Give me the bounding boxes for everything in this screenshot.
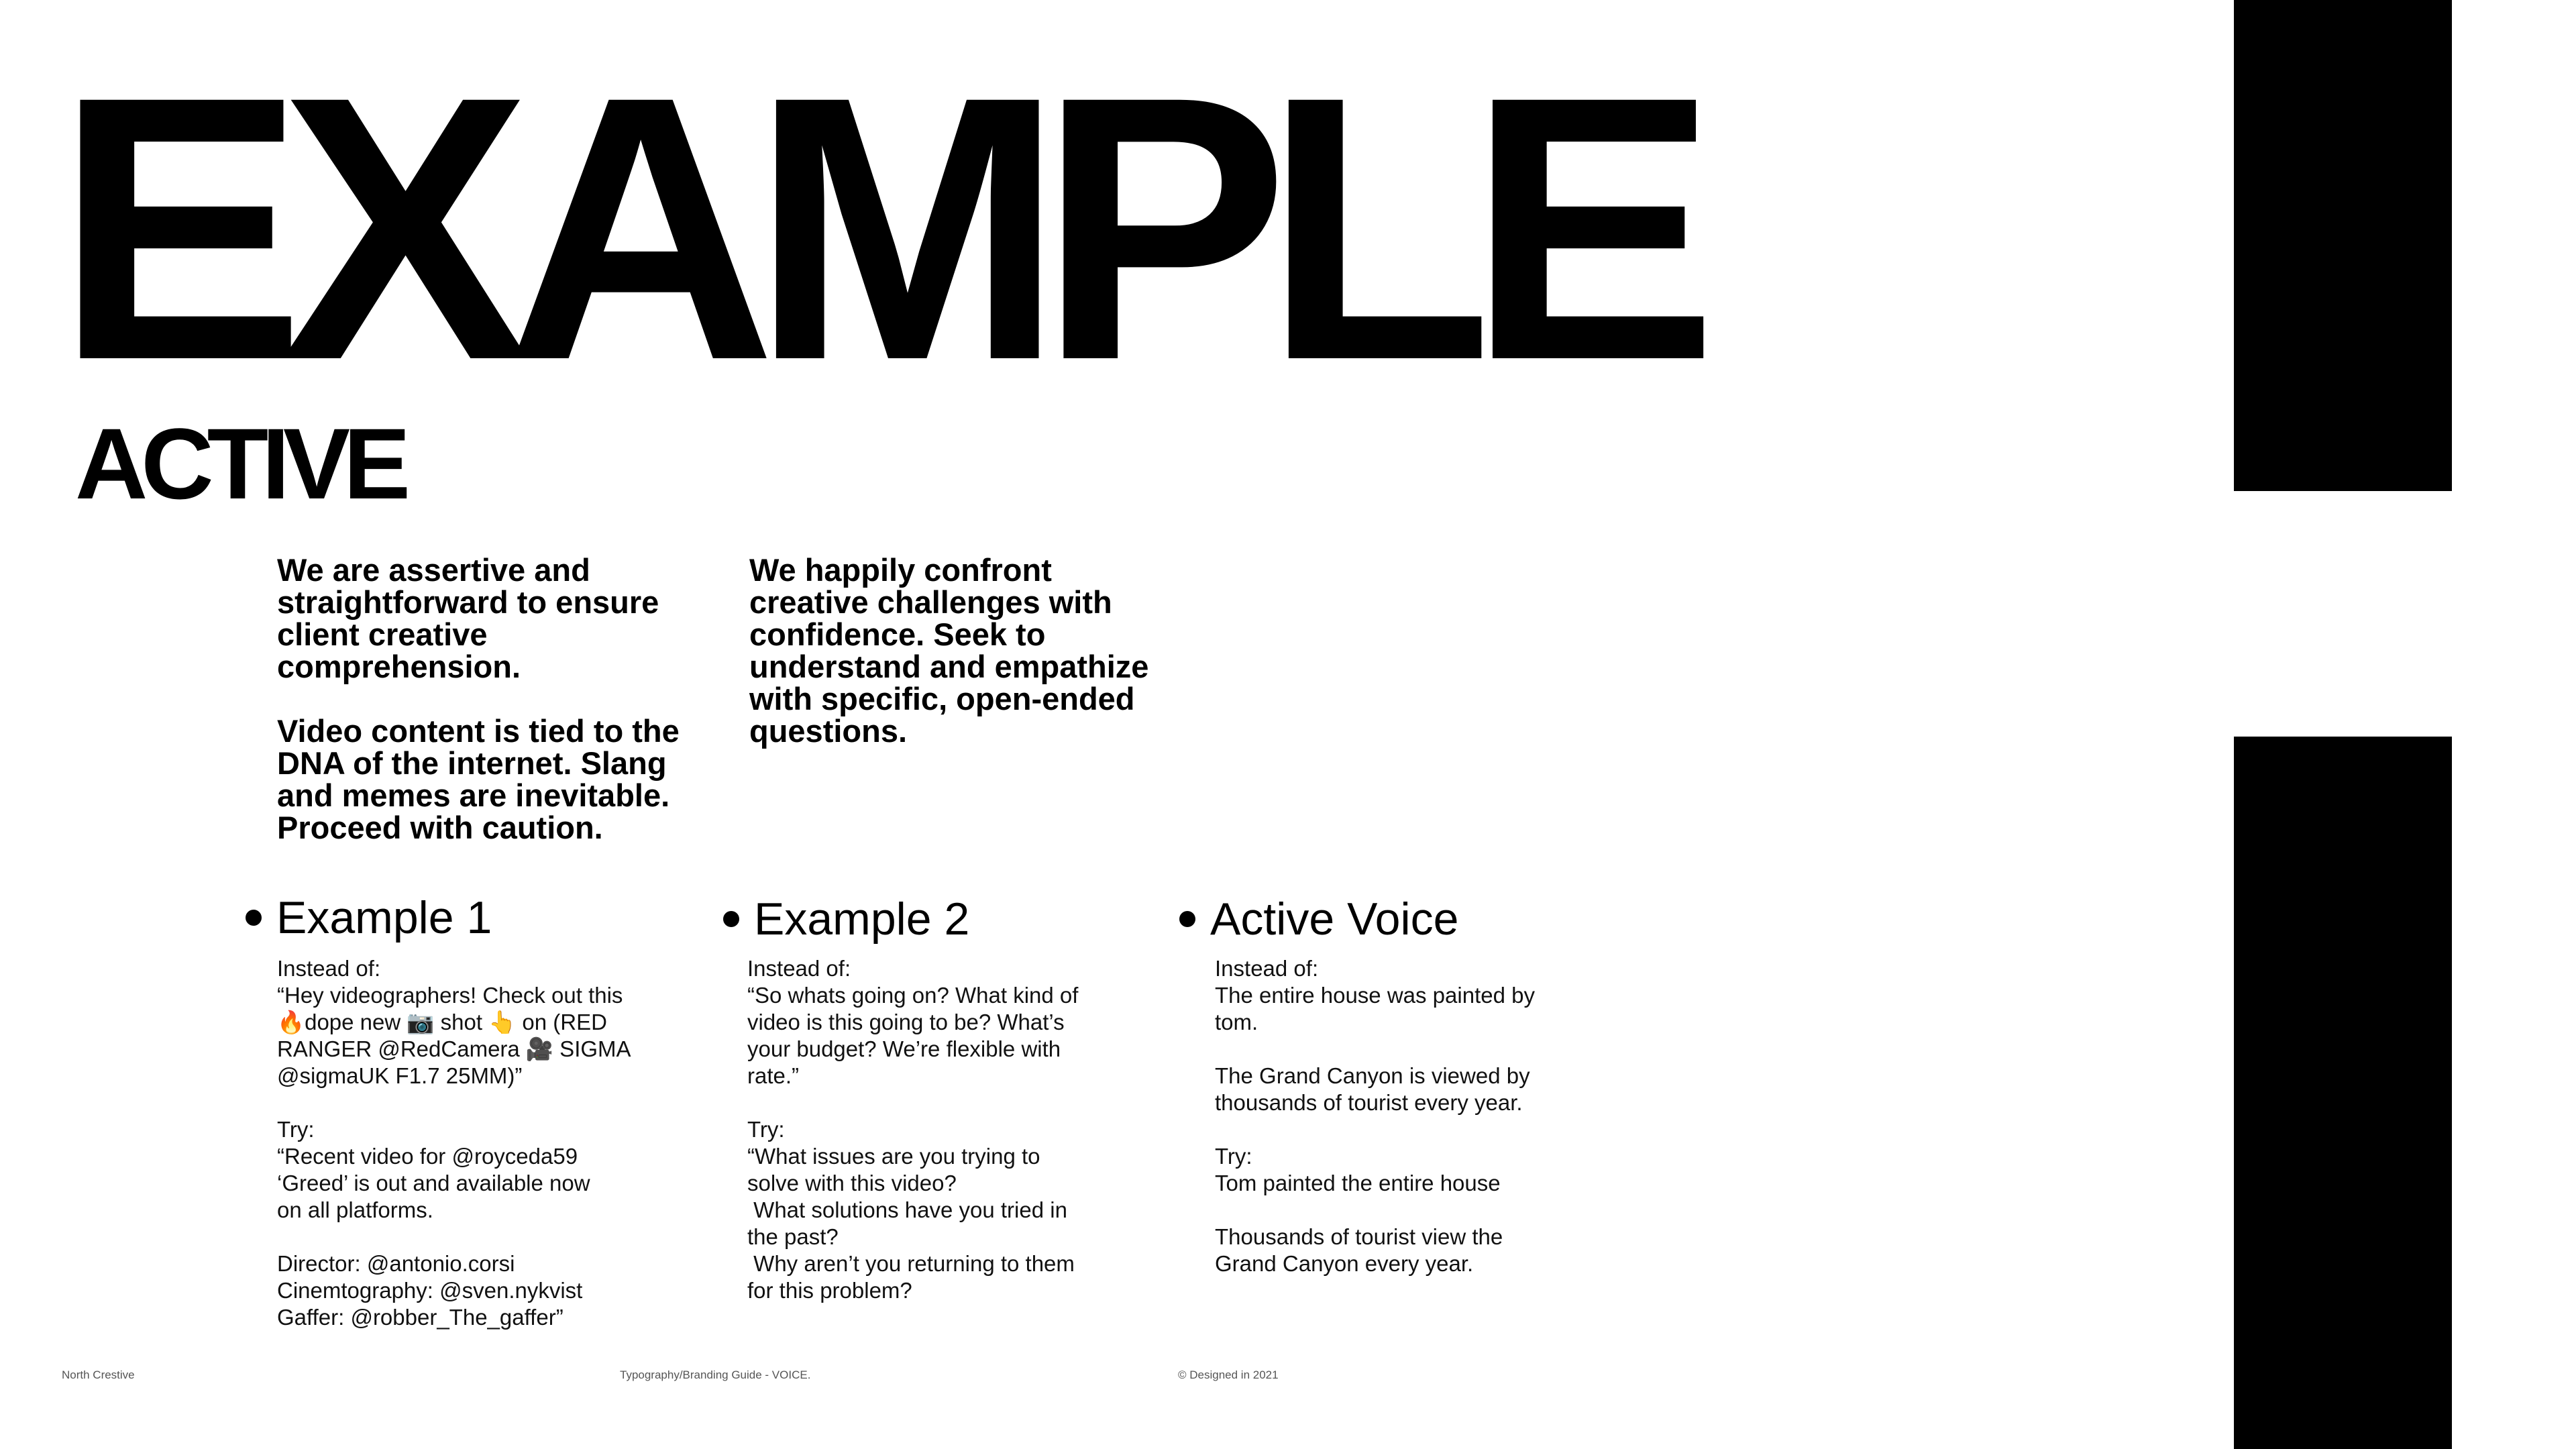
- example-line: [747, 1089, 1123, 1116]
- intro-paragraph: We are assertive and straightforward to ensure client creative comprehension.: [277, 552, 659, 684]
- example-line: rate.”: [747, 1063, 800, 1088]
- example-line: Thousands of tourist view the: [1215, 1224, 1503, 1249]
- example-line: The Grand Canyon is viewed by: [1215, 1063, 1530, 1088]
- example-line: “What issues are you trying to: [747, 1144, 1040, 1169]
- example-line: the past?: [747, 1224, 839, 1249]
- example-line: on all platforms.: [277, 1197, 433, 1222]
- example-line: [277, 1089, 680, 1116]
- example-line: “So whats going on? What kind of: [747, 983, 1079, 1008]
- example-line: tom.: [1215, 1010, 1258, 1034]
- bullet-icon: [1179, 911, 1195, 927]
- example-line: Director: @antonio.corsi: [277, 1251, 515, 1276]
- example-line: The entire house was painted by: [1215, 983, 1535, 1008]
- decorative-bar-bottom: [2234, 737, 2452, 1449]
- example-1-body: [277, 955, 680, 1331]
- example-line: “Recent video for @royceda59: [277, 1144, 578, 1169]
- footer-copyright: © Designed in 2021: [1178, 1368, 1279, 1381]
- example-line: 🔥dope new 📷 shot 👆 on (RED: [277, 1010, 607, 1034]
- bullet-icon: [246, 910, 262, 926]
- example-line: Instead of:: [747, 956, 851, 981]
- example-line: Tom painted the entire house: [1215, 1171, 1501, 1195]
- active-voice-body: [1215, 955, 1591, 1277]
- example-line: Grand Canyon every year.: [1215, 1251, 1474, 1276]
- example-2-body: [747, 955, 1123, 1304]
- example-line: video is this going to be? What’s: [747, 1010, 1065, 1034]
- example-title: Active Voice: [1210, 894, 1459, 945]
- example-line: [1215, 1036, 1591, 1063]
- example-line: Cinemtography: @sven.nykvist: [277, 1278, 583, 1303]
- intro-paragraph: We happily confront creative challenges with confidence. Seek to understand and empathize with specific, open-ended questions.: [749, 552, 1149, 749]
- example-2-heading: [723, 894, 970, 945]
- example-line: your budget? We’re flexible with: [747, 1036, 1061, 1061]
- example-line: “Hey videographers! Check out this: [277, 983, 623, 1008]
- section-title: ACTIVE: [75, 407, 405, 520]
- example-line: Try:: [277, 1117, 315, 1142]
- example-line: [1215, 1197, 1591, 1224]
- intro-paragraph: Video content is tied to the DNA of the internet. Slang and memes are inevitable. Proceed with caution.: [277, 713, 680, 845]
- decorative-bar-top: [2234, 0, 2452, 491]
- example-line: Try:: [747, 1117, 785, 1142]
- example-line: Why aren’t you returning to them: [747, 1251, 1075, 1276]
- example-line: @sigmaUK F1.7 25MM)”: [277, 1063, 523, 1088]
- example-line: solve with this video?: [747, 1171, 957, 1195]
- footer-brand: North Crestive: [62, 1368, 135, 1381]
- intro-column-2: [749, 554, 1152, 747]
- intro-column-1: [277, 554, 680, 844]
- example-line: for this problem?: [747, 1278, 912, 1303]
- example-line: [1215, 1116, 1591, 1143]
- example-1-heading: [246, 892, 492, 943]
- footer-guide-label: Typography/Branding Guide - VOICE.: [620, 1368, 811, 1381]
- example-line: What solutions have you tried in: [747, 1197, 1067, 1222]
- example-title: Example 2: [754, 894, 970, 945]
- example-line: RANGER @RedCamera 🎥 SIGMA: [277, 1036, 631, 1061]
- active-voice-heading: [1179, 894, 1459, 945]
- example-line: Try:: [1215, 1144, 1252, 1169]
- example-line: Instead of:: [1215, 956, 1319, 981]
- example-line: [277, 1224, 680, 1250]
- example-line: thousands of tourist every year.: [1215, 1090, 1523, 1115]
- example-line: Gaffer: @robber_The_gaffer”: [277, 1305, 564, 1330]
- example-line: Instead of:: [277, 956, 381, 981]
- example-line: ‘Greed’ is out and available now: [277, 1171, 590, 1195]
- hero-title: EXAMPLE: [55, 18, 1693, 438]
- example-title: Example 1: [276, 892, 492, 943]
- bullet-icon: [723, 911, 739, 927]
